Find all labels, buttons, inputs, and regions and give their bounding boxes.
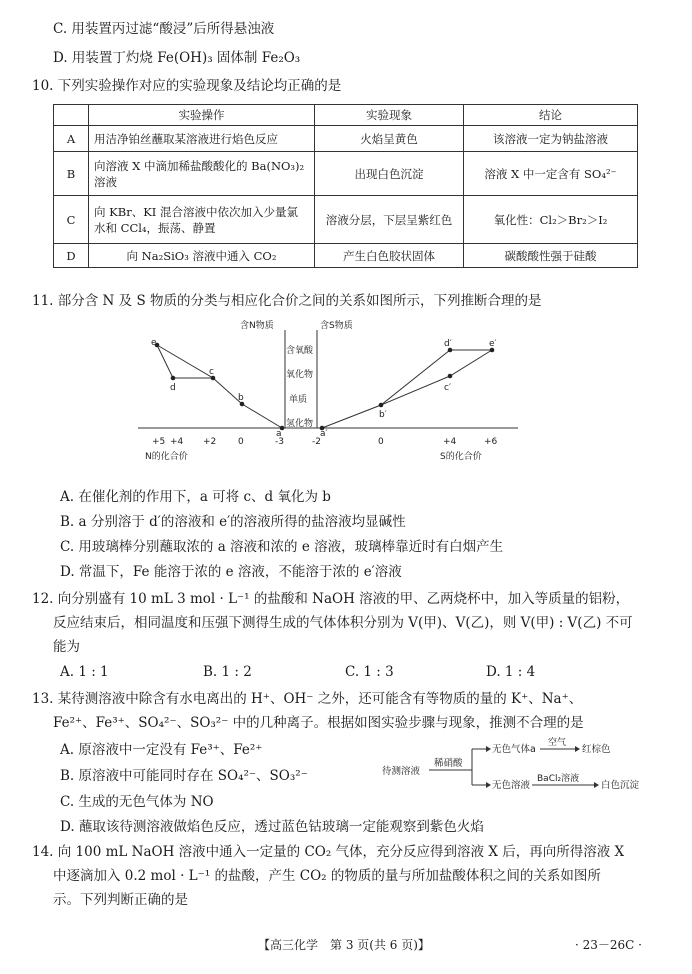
q11-option-d: D. 常温下，Fe 能溶于浓的 e 溶液，不能溶于浓的 e′溶液 bbox=[60, 564, 402, 580]
q12-option-d: D. 1 : 4 bbox=[486, 664, 536, 680]
table-row bbox=[54, 196, 638, 244]
category-label-acid: 含氧酸 bbox=[286, 346, 314, 356]
s-xlabel: S的化合价 bbox=[440, 452, 482, 462]
table-header-row bbox=[54, 105, 638, 126]
point-label-e-prime: e′ bbox=[489, 339, 497, 349]
q11-option-b: B. a 分别溶于 d′的溶液和 e′的溶液所得的盐溶液均显碱性 bbox=[60, 514, 406, 530]
q14-line1: 14. 向 100 mL NaOH 溶液中通入一定量的 CO₂ 气体，充分反应得到溶液 X 后，再向所得溶液 X bbox=[32, 844, 625, 860]
table-header-cell: 实验现象 bbox=[315, 105, 464, 126]
n-xlabel: N的化合价 bbox=[145, 452, 188, 462]
s-tick: +4 bbox=[443, 437, 457, 447]
row-label: A bbox=[54, 126, 89, 152]
row-operation: 向 Na₂SiO₃ 溶液中通入 CO₂ bbox=[89, 244, 315, 268]
n-tick: +2 bbox=[203, 437, 217, 447]
s-tick: +6 bbox=[484, 437, 498, 447]
row-label: C bbox=[54, 196, 89, 244]
row-phenomenon: 产生白色胶状固体 bbox=[315, 244, 464, 268]
flow-gas: 无色气体a bbox=[492, 744, 536, 755]
table-header-cell bbox=[54, 105, 89, 126]
q13-option-b: B. 原溶液中可能同时存在 SO₄²⁻、SO₃²⁻ bbox=[60, 768, 308, 784]
q13-flow-diagram bbox=[372, 733, 672, 793]
experiment-table bbox=[53, 104, 638, 268]
question-10-stem: 10. 下列实验操作对应的实验现象及结论均正确的是 bbox=[32, 78, 342, 94]
q12-option-b: B. 1 : 2 bbox=[203, 664, 252, 680]
s-path-lower-line bbox=[381, 350, 492, 405]
row-phenomenon: 出现白色沉淀 bbox=[315, 152, 464, 196]
q12-line1: 12. 向分别盛有 10 mL 3 mol · L⁻¹ 的盐酸和 NaOH 溶液的甲、乙两烧杯中，加入等质量的铝粉， bbox=[32, 591, 630, 607]
question-11-stem: 11. 部分含 N 及 S 物质的分类与相应化合价之间的关系如图所示，下列推断合理的是 bbox=[32, 293, 542, 309]
n-tick: +4 bbox=[170, 437, 184, 447]
row-phenomenon: 溶液分层，下层呈紫红色 bbox=[315, 196, 464, 244]
q11-option-c: C. 用玻璃棒分别蘸取浓的 a 溶液和浓的 e 溶液，玻璃棒靠近时有白烟产生 bbox=[60, 539, 504, 555]
n-path-line bbox=[213, 378, 282, 428]
row-label: B bbox=[54, 152, 89, 196]
q12-line2: 反应结束后，相同温度和压强下测得生成的气体体积分别为 V(甲)、V(乙)，则 V(甲) : V(乙) 不可 bbox=[53, 615, 633, 631]
table-row bbox=[54, 244, 638, 268]
s-path-upper-line bbox=[322, 350, 492, 428]
point-label-e: e bbox=[151, 338, 157, 348]
q13-option-a: A. 原溶液中一定没有 Fe³⁺、Fe²⁺ bbox=[60, 742, 263, 758]
point-label-d-prime: d′ bbox=[444, 339, 452, 349]
n-tick: 0 bbox=[238, 437, 244, 447]
q14-line3: 示。下列判断正确的是 bbox=[53, 892, 188, 908]
point-b-prime bbox=[379, 403, 384, 408]
point-label-d: d bbox=[170, 383, 176, 393]
category-label-oxide: 氧化物 bbox=[286, 370, 314, 380]
n-tick: +5 bbox=[152, 437, 166, 447]
flow-air: 空气 bbox=[548, 738, 567, 748]
point-label-b: b bbox=[238, 393, 244, 403]
category-label-element: 单质 bbox=[289, 395, 308, 405]
q12-line3: 能为 bbox=[53, 639, 80, 655]
page-footer-code: · 23－26C · bbox=[575, 938, 642, 952]
flow-reagent1: 稀硝酸 bbox=[434, 758, 463, 769]
n-axis-title: 含N物质 bbox=[240, 321, 274, 331]
q13-option-c: C. 生成的无色气体为 NO bbox=[60, 794, 214, 810]
flow-upper-arrowhead bbox=[486, 746, 491, 752]
q14-line2: 中逐滴加入 0.2 mol · L⁻¹ 的盐酸，产生 CO₂ 的物质的量与所加盐酸体积之间的关系如图所 bbox=[53, 868, 601, 884]
row-conclusion: 溶液 X 中一定含有 SO₄²⁻ bbox=[464, 152, 638, 196]
row-conclusion: 氧化性：Cl₂＞Br₂＞I₂ bbox=[464, 196, 638, 244]
n-triangle-line bbox=[157, 345, 213, 378]
point-label-b-prime: b′ bbox=[379, 410, 387, 420]
q13-option-d: D. 蘸取该待测溶液做焰色反应，透过蓝色钴玻璃一定能观察到紫色火焰 bbox=[60, 819, 484, 835]
q13-line1: 13. 某待测溶液中除含有水电离出的 H⁺、OH⁻ 之外，还可能含有等物质的量的 K⁺、Na⁺、 bbox=[32, 691, 583, 707]
point-label-c-prime: c′ bbox=[444, 383, 451, 393]
table-header-cell: 结论 bbox=[464, 105, 638, 126]
flow-red: 红棕色 bbox=[582, 744, 611, 755]
q13-line2: Fe²⁺、Fe³⁺、SO₄²⁻、SO₃²⁻ 中的几种离子。根据如图实验步骤与现象，推测不合理的是 bbox=[53, 715, 584, 731]
flow-solution: 无色溶液 bbox=[492, 780, 531, 791]
row-operation: 用洁净铂丝蘸取某溶液进行焰色反应 bbox=[89, 126, 315, 152]
flow-bacl2-arrowhead bbox=[594, 782, 599, 788]
table-row bbox=[54, 152, 638, 196]
row-label: D bbox=[54, 244, 89, 268]
q11-option-a: A. 在催化剂的作用下，a 可将 c、d 氧化为 b bbox=[60, 489, 331, 505]
option-d-prev: D. 用装置丁灼烧 Fe(OH)₃ 固体制 Fe₂O₃ bbox=[53, 50, 301, 66]
q12-option-c: C. 1 : 3 bbox=[345, 664, 394, 680]
s-tick: 0 bbox=[378, 437, 384, 447]
table-row bbox=[54, 126, 638, 152]
table-header-cell: 实验操作 bbox=[89, 105, 315, 126]
flow-air-arrowhead bbox=[575, 746, 580, 752]
row-conclusion: 该溶液一定为钠盐溶液 bbox=[464, 126, 638, 152]
s-axis-title: 含S物质 bbox=[320, 321, 353, 331]
point-d bbox=[171, 376, 176, 381]
flow-lower-arrowhead bbox=[486, 782, 491, 788]
point-label-c: c bbox=[209, 367, 214, 377]
point-label-a: a bbox=[276, 429, 282, 439]
row-conclusion: 碳酸酸性强于硅酸 bbox=[464, 244, 638, 268]
flow-precip: 白色沉淀 bbox=[601, 780, 640, 791]
point-label-a-prime: a′ bbox=[320, 429, 328, 439]
row-operation: 向 KBr、KI 混合溶液中依次加入少量氯水和 CCl₄，振荡、静置 bbox=[89, 196, 315, 244]
category-label-hydride: 氢化物 bbox=[286, 419, 314, 429]
valence-diagram bbox=[100, 318, 540, 478]
s-tick: -2 bbox=[312, 437, 321, 447]
option-c-prev: C. 用装置丙过滤“酸浸”后所得悬浊液 bbox=[53, 21, 275, 37]
page-footer-center: 【高三化学 第 3 页(共 6 页)】 bbox=[258, 938, 430, 952]
q12-option-a: A. 1 : 1 bbox=[60, 664, 109, 680]
row-phenomenon: 火焰呈黄色 bbox=[315, 126, 464, 152]
point-c-prime bbox=[448, 374, 453, 379]
row-operation: 向溶液 X 中滴加稀盐酸酸化的 Ba(NO₃)₂ 溶液 bbox=[89, 152, 315, 196]
flow-start: 待测溶液 bbox=[382, 766, 421, 777]
n-tick: -3 bbox=[275, 437, 284, 447]
flow-reagent2: BaCl₂溶液 bbox=[537, 774, 580, 784]
